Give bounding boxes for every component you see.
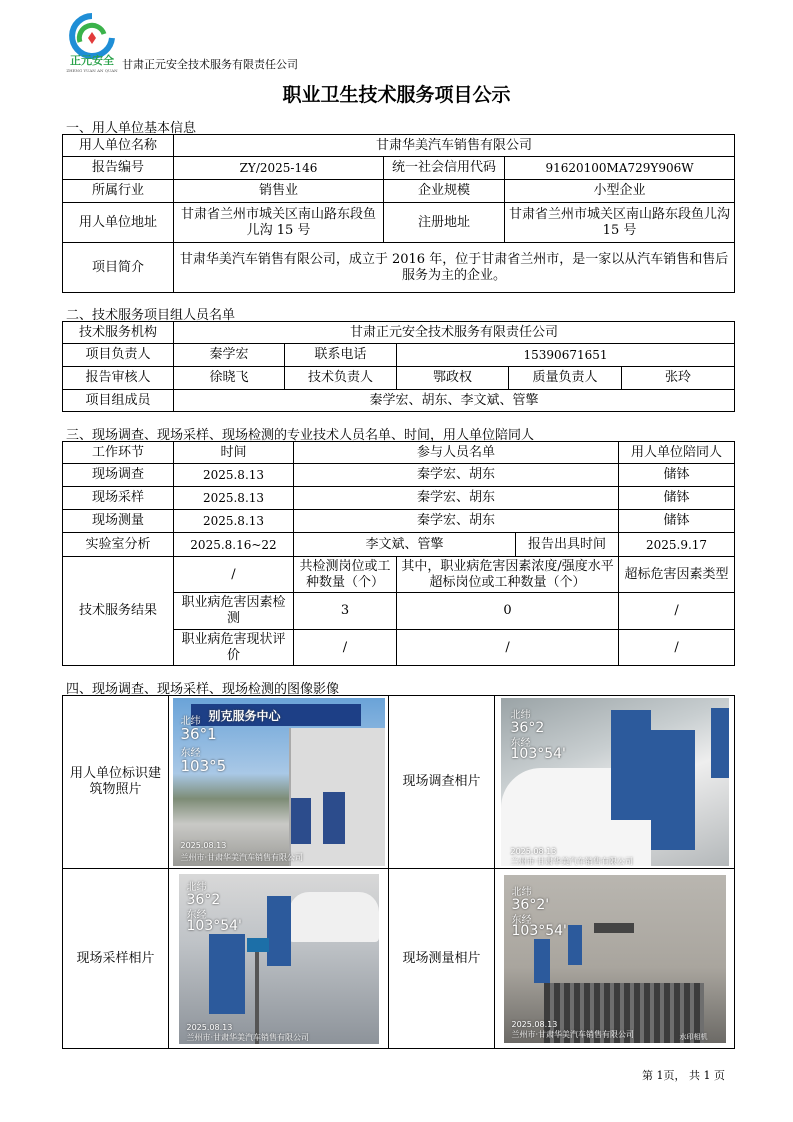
row-people: 秦学宏、胡东 <box>294 464 619 487</box>
col-escort: 用人单位陪同人 <box>619 442 735 464</box>
result-slash: / <box>174 557 294 593</box>
photo1-lon: 103°5 <box>180 757 227 775</box>
row-time: 2025.8.13 <box>174 464 294 487</box>
result-row1-v2: 0 <box>397 593 619 630</box>
photo2-lat: 36°2 <box>510 720 545 736</box>
org-value: 甘肃正元安全技术服务有限责任公司 <box>174 322 735 344</box>
credit-code-value: 91620100MA729Y906W <box>505 157 735 180</box>
building-photo <box>173 698 385 866</box>
team-table <box>62 321 735 412</box>
result-row2-label: 职业病危害现状评价 <box>174 630 294 666</box>
row-time: 2025.8.13 <box>174 510 294 533</box>
table-row <box>63 487 735 510</box>
row-stage: 现场测量 <box>63 510 174 533</box>
fieldwork-table <box>62 441 735 666</box>
employer-label: 用人单位名称 <box>63 135 174 157</box>
leader-label: 项目负责人 <box>63 344 174 367</box>
survey-photo <box>501 698 729 866</box>
reviewer-value: 徐晓飞 <box>174 367 285 390</box>
photo1-lon-label: 东经 <box>180 748 201 759</box>
quality-value: 张玲 <box>622 367 735 390</box>
photo4-lat: 36°2' <box>511 896 550 913</box>
section3-heading: 三、现场调查、现场采样、现场检测的专业技术人员名单、时间，用人单位陪同人 <box>66 428 535 443</box>
org-label: 技术服务机构 <box>63 322 174 344</box>
row-stage: 现场采样 <box>63 487 174 510</box>
credit-code-label: 统一社会信用代码 <box>384 157 505 180</box>
result-col1: 共检测岗位或工种数量（个） <box>294 557 397 593</box>
photo4-lon-label: 东经 <box>511 914 532 926</box>
tech-value: 鄂政权 <box>397 367 509 390</box>
company-name: 甘肃正元安全技术服务有限责任公司 <box>122 58 298 71</box>
page-title: 职业卫生技术服务项目公示 <box>282 84 511 106</box>
col-time: 时间 <box>174 442 294 464</box>
photo1-lat: 36°1 <box>180 725 217 743</box>
building-photo-label: 用人单位标识建筑物照片 <box>63 696 169 869</box>
survey-photo-label: 现场调查相片 <box>389 696 495 869</box>
photo4-app-watermark: 水印相机 <box>679 1032 708 1041</box>
photo4-lon: 103°54' <box>511 922 567 939</box>
col-people: 参与人员名单 <box>294 442 619 464</box>
result-row1-v1: 3 <box>294 593 397 630</box>
col-stage: 工作环节 <box>63 442 174 464</box>
phone-value: 15390671651 <box>397 344 735 367</box>
photo3-lat: 36°2 <box>186 891 221 908</box>
result-row1-label: 职业病危害因素检测 <box>174 593 294 630</box>
employer-value: 甘肃华美汽车销售有限公司 <box>174 135 735 157</box>
row-people: 秦学宏、胡东 <box>294 487 619 510</box>
sampling-photo <box>179 874 379 1044</box>
logo-text: 正元安全 <box>70 54 114 67</box>
row-escort: 储钵 <box>619 487 735 510</box>
members-value: 秦学宏、胡东、李文斌、管擎 <box>174 390 735 412</box>
result-row1-v3: / <box>619 593 735 630</box>
result-label: 技术服务结果 <box>63 557 174 666</box>
issue-time: 2025.9.17 <box>619 533 735 557</box>
photo3-location: 兰州市·甘肃华美汽车销售有限公司 <box>186 1032 310 1042</box>
row-stage: 现场调查 <box>63 464 174 487</box>
lab-time: 2025.8.16~22 <box>174 533 294 557</box>
company-logo <box>66 12 118 74</box>
industry-label: 所属行业 <box>63 180 174 203</box>
members-label: 项目组成员 <box>63 390 174 412</box>
issue-label: 报告出具时间 <box>516 533 619 557</box>
photo4-lat-label: 北纬 <box>511 886 532 898</box>
table-row <box>63 464 735 487</box>
photo3-lat-label: 北纬 <box>186 881 207 893</box>
table-row <box>63 510 735 533</box>
result-row2-v1: / <box>294 630 397 666</box>
report-no-value: ZY/2025-146 <box>174 157 384 180</box>
result-col2: 其中，职业病危害因素浓度/强度水平超标岗位或工种数量（个） <box>397 557 619 593</box>
photo4-date: 2025.08.13 <box>511 1019 558 1029</box>
result-col3: 超标危害因素类型 <box>619 557 735 593</box>
building-sign: 别克服务中心 <box>208 709 281 723</box>
photo4-location: 兰州市·甘肃华美汽车销售有限公司 <box>511 1029 635 1039</box>
photo3-date: 2025.08.13 <box>186 1022 233 1032</box>
reg-address-value: 甘肃省兰州市城关区南山路东段鱼儿沟 15 号 <box>505 203 735 243</box>
photo1-location: 兰州市·甘肃华美汽车销售有限公司 <box>180 853 304 862</box>
measure-photo-label: 现场测量相片 <box>389 869 495 1049</box>
phone-label: 联系电话 <box>285 344 397 367</box>
address-label: 用人单位地址 <box>63 203 174 243</box>
leader-value: 秦学宏 <box>174 344 285 367</box>
sampling-photo-label: 现场采样相片 <box>63 869 169 1049</box>
photo2-location: 兰州市·甘肃华美汽车销售有限公司 <box>510 857 634 866</box>
photo-table <box>62 695 735 1049</box>
section2-heading: 二、技术服务项目组人员名单 <box>66 308 236 323</box>
report-no-label: 报告编号 <box>63 157 174 180</box>
photo2-lat-label: 北纬 <box>510 710 531 721</box>
result-row2-v2: / <box>397 630 619 666</box>
photo1-lat-label: 北纬 <box>180 716 201 727</box>
row-escort: 储钵 <box>619 464 735 487</box>
intro-label: 项目简介 <box>63 243 174 293</box>
row-people: 秦学宏、胡东 <box>294 510 619 533</box>
photo3-lon-label: 东经 <box>186 909 207 921</box>
reg-address-label: 注册地址 <box>384 203 505 243</box>
logo-subtext: ZHENG YUAN AN QUAN <box>66 68 118 73</box>
reviewer-label: 报告审核人 <box>63 367 174 390</box>
photo1-date: 2025.08.13 <box>180 841 227 850</box>
employer-info-table <box>62 134 735 293</box>
tech-label: 技术负责人 <box>285 367 397 390</box>
measure-photo <box>504 875 726 1043</box>
row-time: 2025.8.13 <box>174 487 294 510</box>
photo2-lon: 103°54' <box>510 746 566 762</box>
photo2-lon-label: 东经 <box>510 738 531 749</box>
photo3-lon: 103°54' <box>186 917 242 934</box>
section1-heading: 一、用人单位基本信息 <box>66 121 197 136</box>
scale-value: 小型企业 <box>505 180 735 203</box>
intro-value: 甘肃华美汽车销售有限公司，成立于 2016 年，位于甘肃省兰州市，是一家以从汽车销售和售后服务为主的企业。 <box>174 243 735 293</box>
address-value: 甘肃省兰州市城关区南山路东段鱼儿沟 15 号 <box>174 203 384 243</box>
photo2-date: 2025.08.13 <box>510 847 557 856</box>
lab-people: 李文斌、管擎 <box>294 533 516 557</box>
quality-label: 质量负责人 <box>509 367 622 390</box>
section4-heading: 四、现场调查、现场采样、现场检测的图像影像 <box>66 682 340 697</box>
result-row2-v3: / <box>619 630 735 666</box>
page-number: 第 1页， 共 1 页 <box>642 1069 725 1082</box>
row-escort: 储钵 <box>619 510 735 533</box>
scale-label: 企业规模 <box>384 180 505 203</box>
industry-value: 销售业 <box>174 180 384 203</box>
lab-label: 实验室分析 <box>63 533 174 557</box>
